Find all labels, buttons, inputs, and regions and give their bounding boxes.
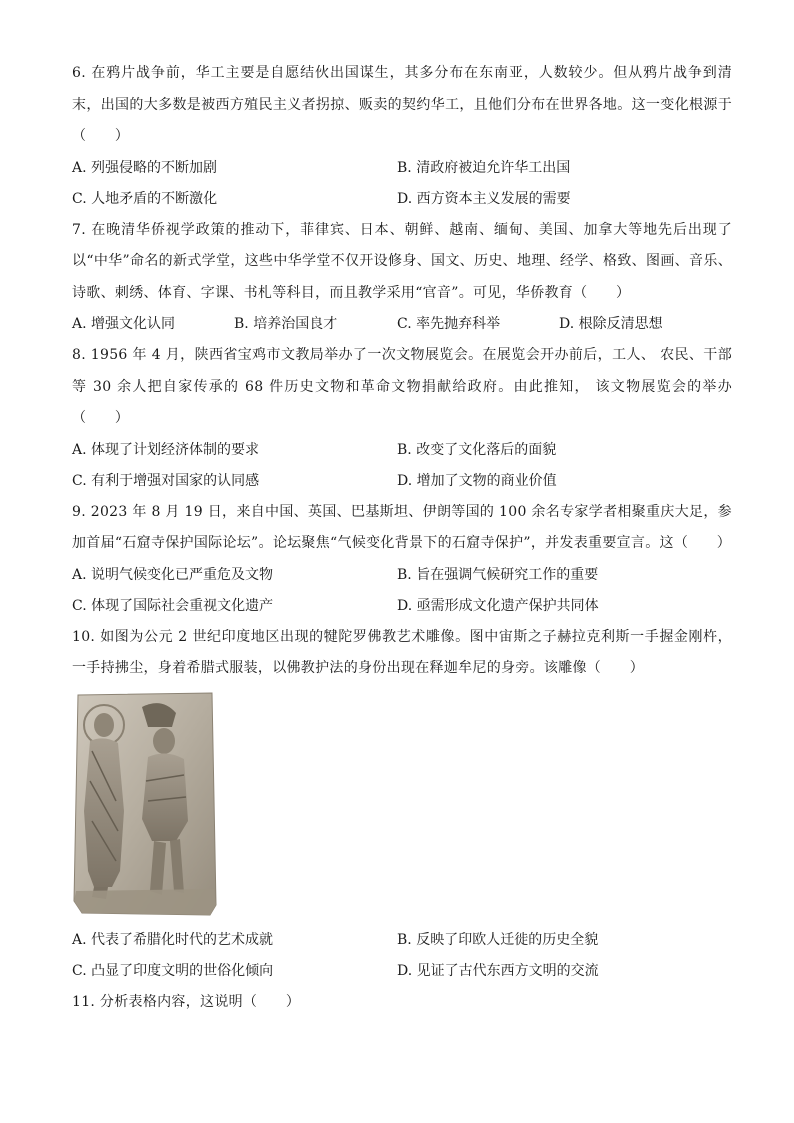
question-9-options-row-1 bbox=[72, 560, 732, 591]
question-10-options-row-1 bbox=[72, 925, 732, 956]
question-9-option-d[interactable]: D. 亟需形成文化遗产保护共同体 bbox=[397, 597, 599, 614]
question-11-stem: 11. 分析表格内容，这说明（ ） bbox=[72, 993, 301, 1010]
question-7-option-d[interactable]: D. 根除反清思想 bbox=[559, 316, 663, 332]
question-10-option-d[interactable]: D. 见证了古代东西方文明的交流 bbox=[397, 962, 599, 979]
question-10-options-row-2 bbox=[72, 956, 732, 987]
question-8-option-c[interactable]: C. 有利于增强对国家的认同感 bbox=[72, 472, 260, 489]
question-8-options-row-2 bbox=[72, 466, 732, 497]
question-9-options-row-2 bbox=[72, 591, 732, 622]
exam-page bbox=[72, 58, 732, 1018]
question-8-option-a[interactable]: A. 体现了计划经济体制的要求 bbox=[72, 441, 260, 458]
question-9-option-b[interactable]: B. 旨在强调气候研究工作的重要 bbox=[397, 566, 599, 583]
question-7-stem: 7. 在晚清华侨视学政策的推动下，菲律宾、日本、朝鲜、越南、缅甸、美国、加拿大等地先后出现了以“中华”命名的新式学堂，这些中华学堂不仅开设修身、国文、历史、地理、经学、格致、图画、音乐、诗歌、刺绣、体育、字课、书札等科目，而且教学采用“官音”。可见，华侨教育（ ） bbox=[72, 221, 732, 301]
question-8-option-d[interactable]: D. 增加了文物的商业价值 bbox=[397, 472, 557, 489]
question-9-option-a[interactable]: A. 说明气候变化已严重危及文物 bbox=[72, 566, 274, 583]
question-6-stem: 6. 在鸦片战争前，华工主要是自愿结伙出国谋生，其多分布在东南亚，人数较少。但从鸦片战争到清末，出国的大多数是被西方殖民主义者拐掠、贩卖的契约华工，且他们分布在世界各地。这一变化根源于（ ） bbox=[72, 65, 732, 144]
question-6-option-a[interactable]: A. 列强侵略的不断加剧 bbox=[72, 159, 218, 176]
question-9-option-c[interactable]: C. 体现了国际社会重视文化遗产 bbox=[72, 597, 274, 614]
question-7-option-a[interactable]: A. 增强文化认同 bbox=[72, 316, 176, 332]
question-6-option-d[interactable]: D. 西方资本主义发展的需要 bbox=[397, 190, 571, 207]
question-10-stem: 10. 如图为公元 2 世纪印度地区出现的犍陀罗佛教艺术雕像。图中宙斯之子赫拉克利斯一手握金刚杵，一手持拂尘，身着希腊式服装，以佛教护法的身份出现在释迦牟尼的身旁。该雕像（ ） bbox=[72, 628, 732, 676]
question-10-option-b[interactable]: B. 反映了印欧人迁徙的历史全貌 bbox=[397, 931, 599, 948]
question-6-options-row-2 bbox=[72, 184, 732, 215]
question-10-option-c[interactable]: C. 凸显了印度文明的世俗化倾向 bbox=[72, 962, 274, 979]
question-7-option-b[interactable]: B. 培养治国良才 bbox=[234, 316, 338, 332]
question-8-stem: 8. 1956 年 4 月，陕西省宝鸡市文教局举办了一次文物展览会。在展览会开办前后，工人、 农民、干部等 30 余人把自家传承的 68 件历史文物和革命文物捐献给政府。由此推知， 该文物展览会的举办（ ） bbox=[72, 347, 732, 426]
question-8-options-row-1 bbox=[72, 435, 732, 466]
question-6-options-row-1 bbox=[72, 153, 732, 184]
question-6-option-b[interactable]: B. 清政府被迫允许华工出国 bbox=[397, 159, 571, 176]
question-9-stem: 9. 2023 年 8 月 19 日，来自中国、英国、巴基斯坦、伊朗等国的 100 余名专家学者相聚重庆大足，参加首届“石窟寺保护国际论坛”。论坛聚焦“气候变化背景下的石窟寺保护”，并发表重要宣言。这（ ） bbox=[72, 503, 732, 551]
question-7-option-c[interactable]: C. 率先抛弃科举 bbox=[397, 316, 501, 332]
gandhara-relief-image bbox=[72, 691, 218, 917]
question-6-option-c[interactable]: C. 人地矛盾的不断激化 bbox=[72, 190, 218, 207]
question-10-option-a[interactable]: A. 代表了希腊化时代的艺术成就 bbox=[72, 931, 274, 948]
question-8-option-b[interactable]: B. 改变了文化落后的面貌 bbox=[397, 441, 557, 458]
gandhara-relief-sculpture-icon bbox=[72, 691, 218, 917]
question-7-options-row bbox=[72, 309, 732, 340]
